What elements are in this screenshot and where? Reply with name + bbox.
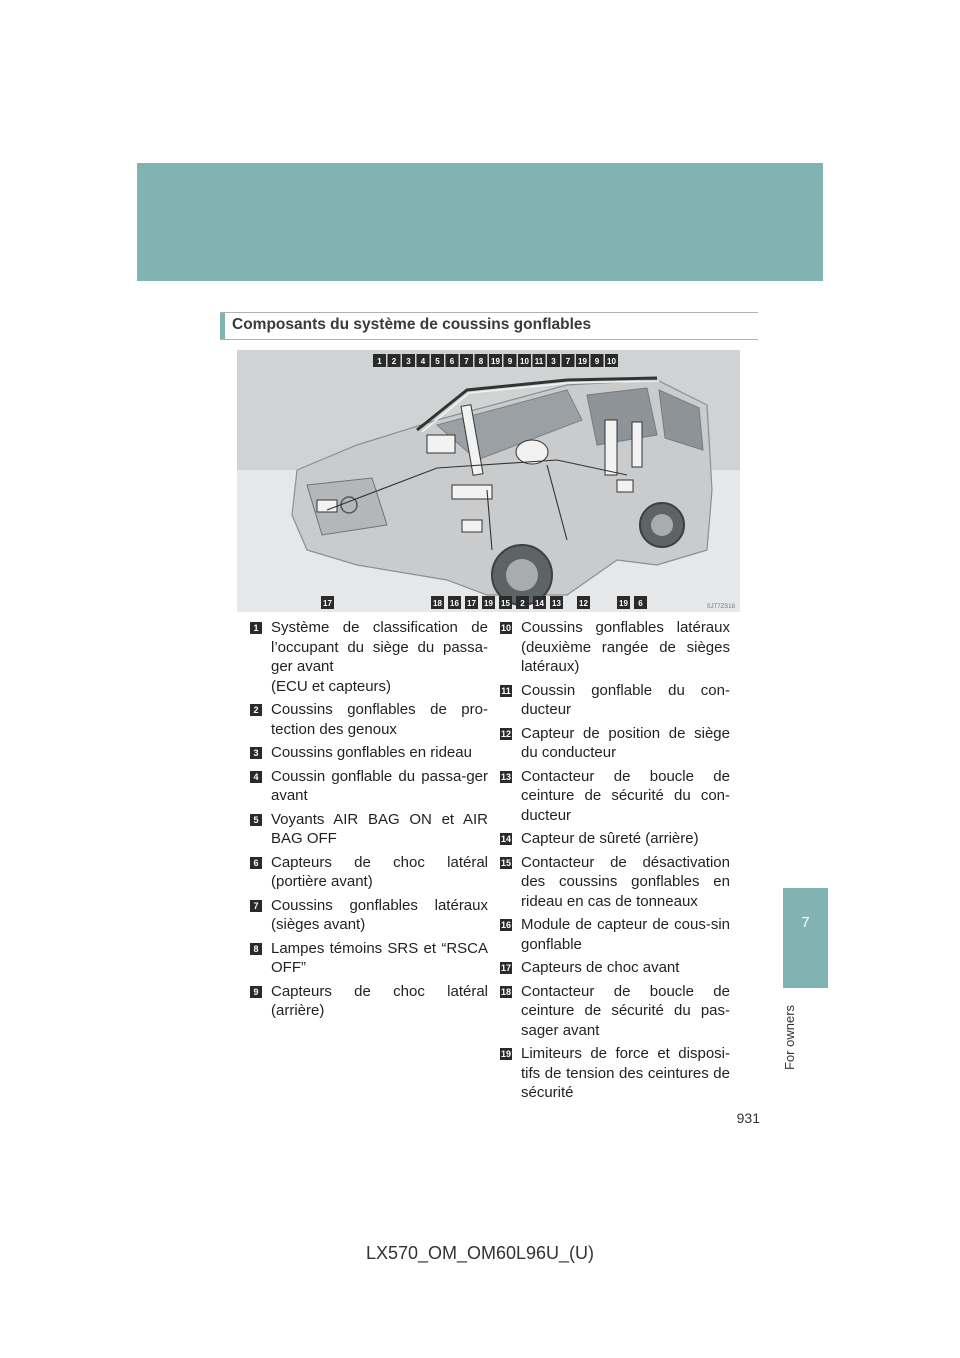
- legend-number-badge: 15: [500, 857, 511, 868]
- legend-number-badge: 13: [500, 771, 511, 782]
- legend-item: [250, 939, 488, 978]
- legend-item: [500, 767, 730, 826]
- callout-badge: [373, 354, 386, 367]
- legend-number-badge: 1: [250, 622, 262, 634]
- callout-number: 10: [520, 357, 529, 366]
- callout-number: 3: [406, 357, 411, 366]
- legend-number-badge: 19: [500, 1049, 511, 1059]
- callout-badge: [465, 596, 478, 609]
- legend-number-badge: 2: [250, 704, 262, 716]
- legend-label: Capteurs de choc latéral (arrière): [271, 982, 488, 1019]
- legend-item: [250, 743, 488, 763]
- legend-label: Limiteurs de force et disposi-tifs de tension des ceintures de sécurité: [521, 1045, 730, 1101]
- legend-number-badge: 10: [500, 623, 511, 633]
- legend-item: [500, 982, 730, 1041]
- callout-number: 2: [391, 357, 397, 366]
- callout-number: 2: [520, 599, 525, 608]
- legend-item: [500, 853, 730, 912]
- legend-label: Capteur de position de siège du conducteur: [521, 724, 730, 761]
- legend-item: [500, 915, 730, 954]
- legend-label: Module de capteur de cous-sin gonflable: [521, 916, 730, 953]
- document-footer: LX570_OM_OM60L96U_(U): [365, 1243, 595, 1263]
- callout-badge: [448, 596, 461, 609]
- legend-label: Capteurs de choc latéral (portière avant): [271, 853, 488, 890]
- callout-badge: [475, 354, 488, 367]
- callout-number: 13: [552, 599, 561, 608]
- section-title: Composants du système de coussins gonflables: [232, 316, 592, 333]
- callout-number: 19: [578, 357, 587, 366]
- legend-label: Coussins gonflables latéraux (deuxième rangée de sièges latéraux): [521, 619, 730, 675]
- legend-number-badge: 4: [250, 771, 262, 783]
- page-number: 931: [736, 1110, 760, 1126]
- callout-number: 6: [638, 599, 643, 608]
- callout-badge: [518, 354, 531, 367]
- callout-badge: [431, 596, 444, 609]
- callout-badge: [577, 596, 590, 609]
- image-code: SJT7ZS18: [706, 604, 735, 610]
- legend-number-badge: 3: [250, 747, 262, 759]
- legend-item: [500, 958, 730, 978]
- legend-number-badge: 18: [500, 986, 511, 997]
- callout-number: 19: [619, 599, 628, 608]
- callout-number: 8: [478, 357, 484, 366]
- legend-label: Coussins gonflables latéraux (sièges avant): [271, 896, 488, 933]
- legend-label: Coussin gonflable du con-ducteur: [521, 681, 730, 718]
- callout-number: 15: [501, 599, 510, 608]
- legend-item: [500, 1044, 730, 1103]
- legend-item: [250, 618, 488, 696]
- callout-badge: [516, 596, 529, 609]
- legend-item: [250, 853, 488, 892]
- legend-number-badge: 12: [500, 728, 511, 739]
- callout-number: 7: [565, 357, 571, 366]
- callout-number: 19: [491, 357, 500, 366]
- callout-badge: [617, 596, 630, 609]
- callout-number: 16: [450, 599, 459, 608]
- legend-label: Lampes témoins SRS et “RSCA OFF”: [271, 939, 488, 976]
- callout-number: 12: [579, 599, 588, 608]
- legend-column-right: [500, 618, 730, 1107]
- callout-badge: [446, 354, 459, 367]
- callout-badge: [533, 596, 546, 609]
- callout-number: 9: [507, 357, 513, 366]
- legend-column-left: [250, 618, 488, 1025]
- callout-badge: [489, 354, 502, 367]
- legend-label: Coussin gonflable du passa-ger avant: [271, 767, 488, 804]
- callout-number: 17: [467, 599, 476, 608]
- legend-number-badge: 7: [250, 900, 262, 912]
- callout-badge: [431, 354, 444, 367]
- callout-number: 17: [323, 599, 332, 608]
- callout-number: 1: [377, 357, 382, 366]
- legend-item: [250, 810, 488, 849]
- callout-number: 10: [607, 357, 616, 366]
- legend-label: Contacteur de boucle de ceinture de sécurité du pas-sager avant: [521, 982, 730, 1039]
- legend-number-badge: 11: [501, 685, 511, 696]
- callout-number: 3: [551, 357, 556, 366]
- callout-number: 6: [449, 357, 455, 366]
- legend-label: Contacteur de désactivation des coussins gonflables en rideau en cas de tonneaux: [521, 853, 730, 910]
- legend-label: Capteur de sûreté (arrière): [521, 830, 699, 847]
- legend-item: [250, 700, 488, 739]
- callout-number: 11: [534, 357, 544, 366]
- callout-badge: [321, 596, 334, 609]
- legend-label: Capteurs de choc avant: [521, 959, 680, 976]
- callout-badge: [388, 354, 401, 367]
- chapter-number: 7: [801, 914, 810, 931]
- section-heading-accent: [220, 313, 225, 339]
- callout-badge: [547, 354, 560, 367]
- callout-badge: [417, 354, 430, 367]
- vehicle-illustration: [237, 350, 740, 612]
- callout-number: 5: [435, 357, 440, 366]
- airbag-system-diagram: [237, 350, 740, 612]
- chapter-label-text: For owners: [782, 1004, 797, 1070]
- callout-badge: [504, 354, 517, 367]
- legend-item: [500, 618, 730, 677]
- chapter-tab[interactable]: [783, 888, 828, 988]
- chapter-label: [778, 1000, 802, 1070]
- legend-label: Contacteur de boucle de ceinture de sécurité du con-ducteur: [521, 767, 730, 824]
- callout-badge: [533, 354, 546, 367]
- callout-badge: [576, 354, 589, 367]
- legend-number-badge: 8: [250, 943, 262, 955]
- callout-badge: [591, 354, 604, 367]
- callout-number: 7: [464, 357, 469, 366]
- callout-badge: [562, 354, 575, 367]
- legend-item: [500, 724, 730, 763]
- callout-number: 14: [535, 599, 544, 608]
- legend-number-badge: 9: [250, 986, 262, 998]
- legend-label: Coussins gonflables de pro-tection des genoux: [271, 701, 488, 738]
- callout-number: 9: [594, 357, 600, 366]
- legend-item: [250, 767, 488, 806]
- legend-number-badge: 14: [500, 834, 511, 844]
- legend-item: [500, 681, 730, 720]
- callout-badge: [460, 354, 473, 367]
- callout-number: 19: [484, 599, 493, 608]
- header-band: [137, 163, 823, 281]
- callout-number: 4: [420, 357, 426, 366]
- callout-badge: [402, 354, 415, 367]
- legend-item: [250, 896, 488, 935]
- callout-badge: [550, 596, 563, 609]
- legend-number-badge: 17: [500, 963, 511, 973]
- callout-badge: [634, 596, 647, 609]
- callout-badge: [499, 596, 512, 609]
- legend-number-badge: 16: [500, 920, 511, 930]
- legend-item: [500, 829, 730, 849]
- legend-label: Coussins gonflables en rideau: [271, 744, 472, 761]
- callout-number: 18: [433, 599, 442, 608]
- section-heading: [220, 312, 758, 340]
- legend-label: Voyants AIR BAG ON et AIR BAG OFF: [271, 810, 488, 847]
- legend-label: Système de classification de l’occupant du siège du passa-ger avant (ECU et capteurs): [271, 619, 488, 695]
- legend-item: [250, 982, 488, 1021]
- legend-number-badge: 6: [250, 857, 262, 869]
- legend-number-badge: 5: [250, 814, 262, 826]
- callout-badge: [482, 596, 495, 609]
- callout-badge: [605, 354, 618, 367]
